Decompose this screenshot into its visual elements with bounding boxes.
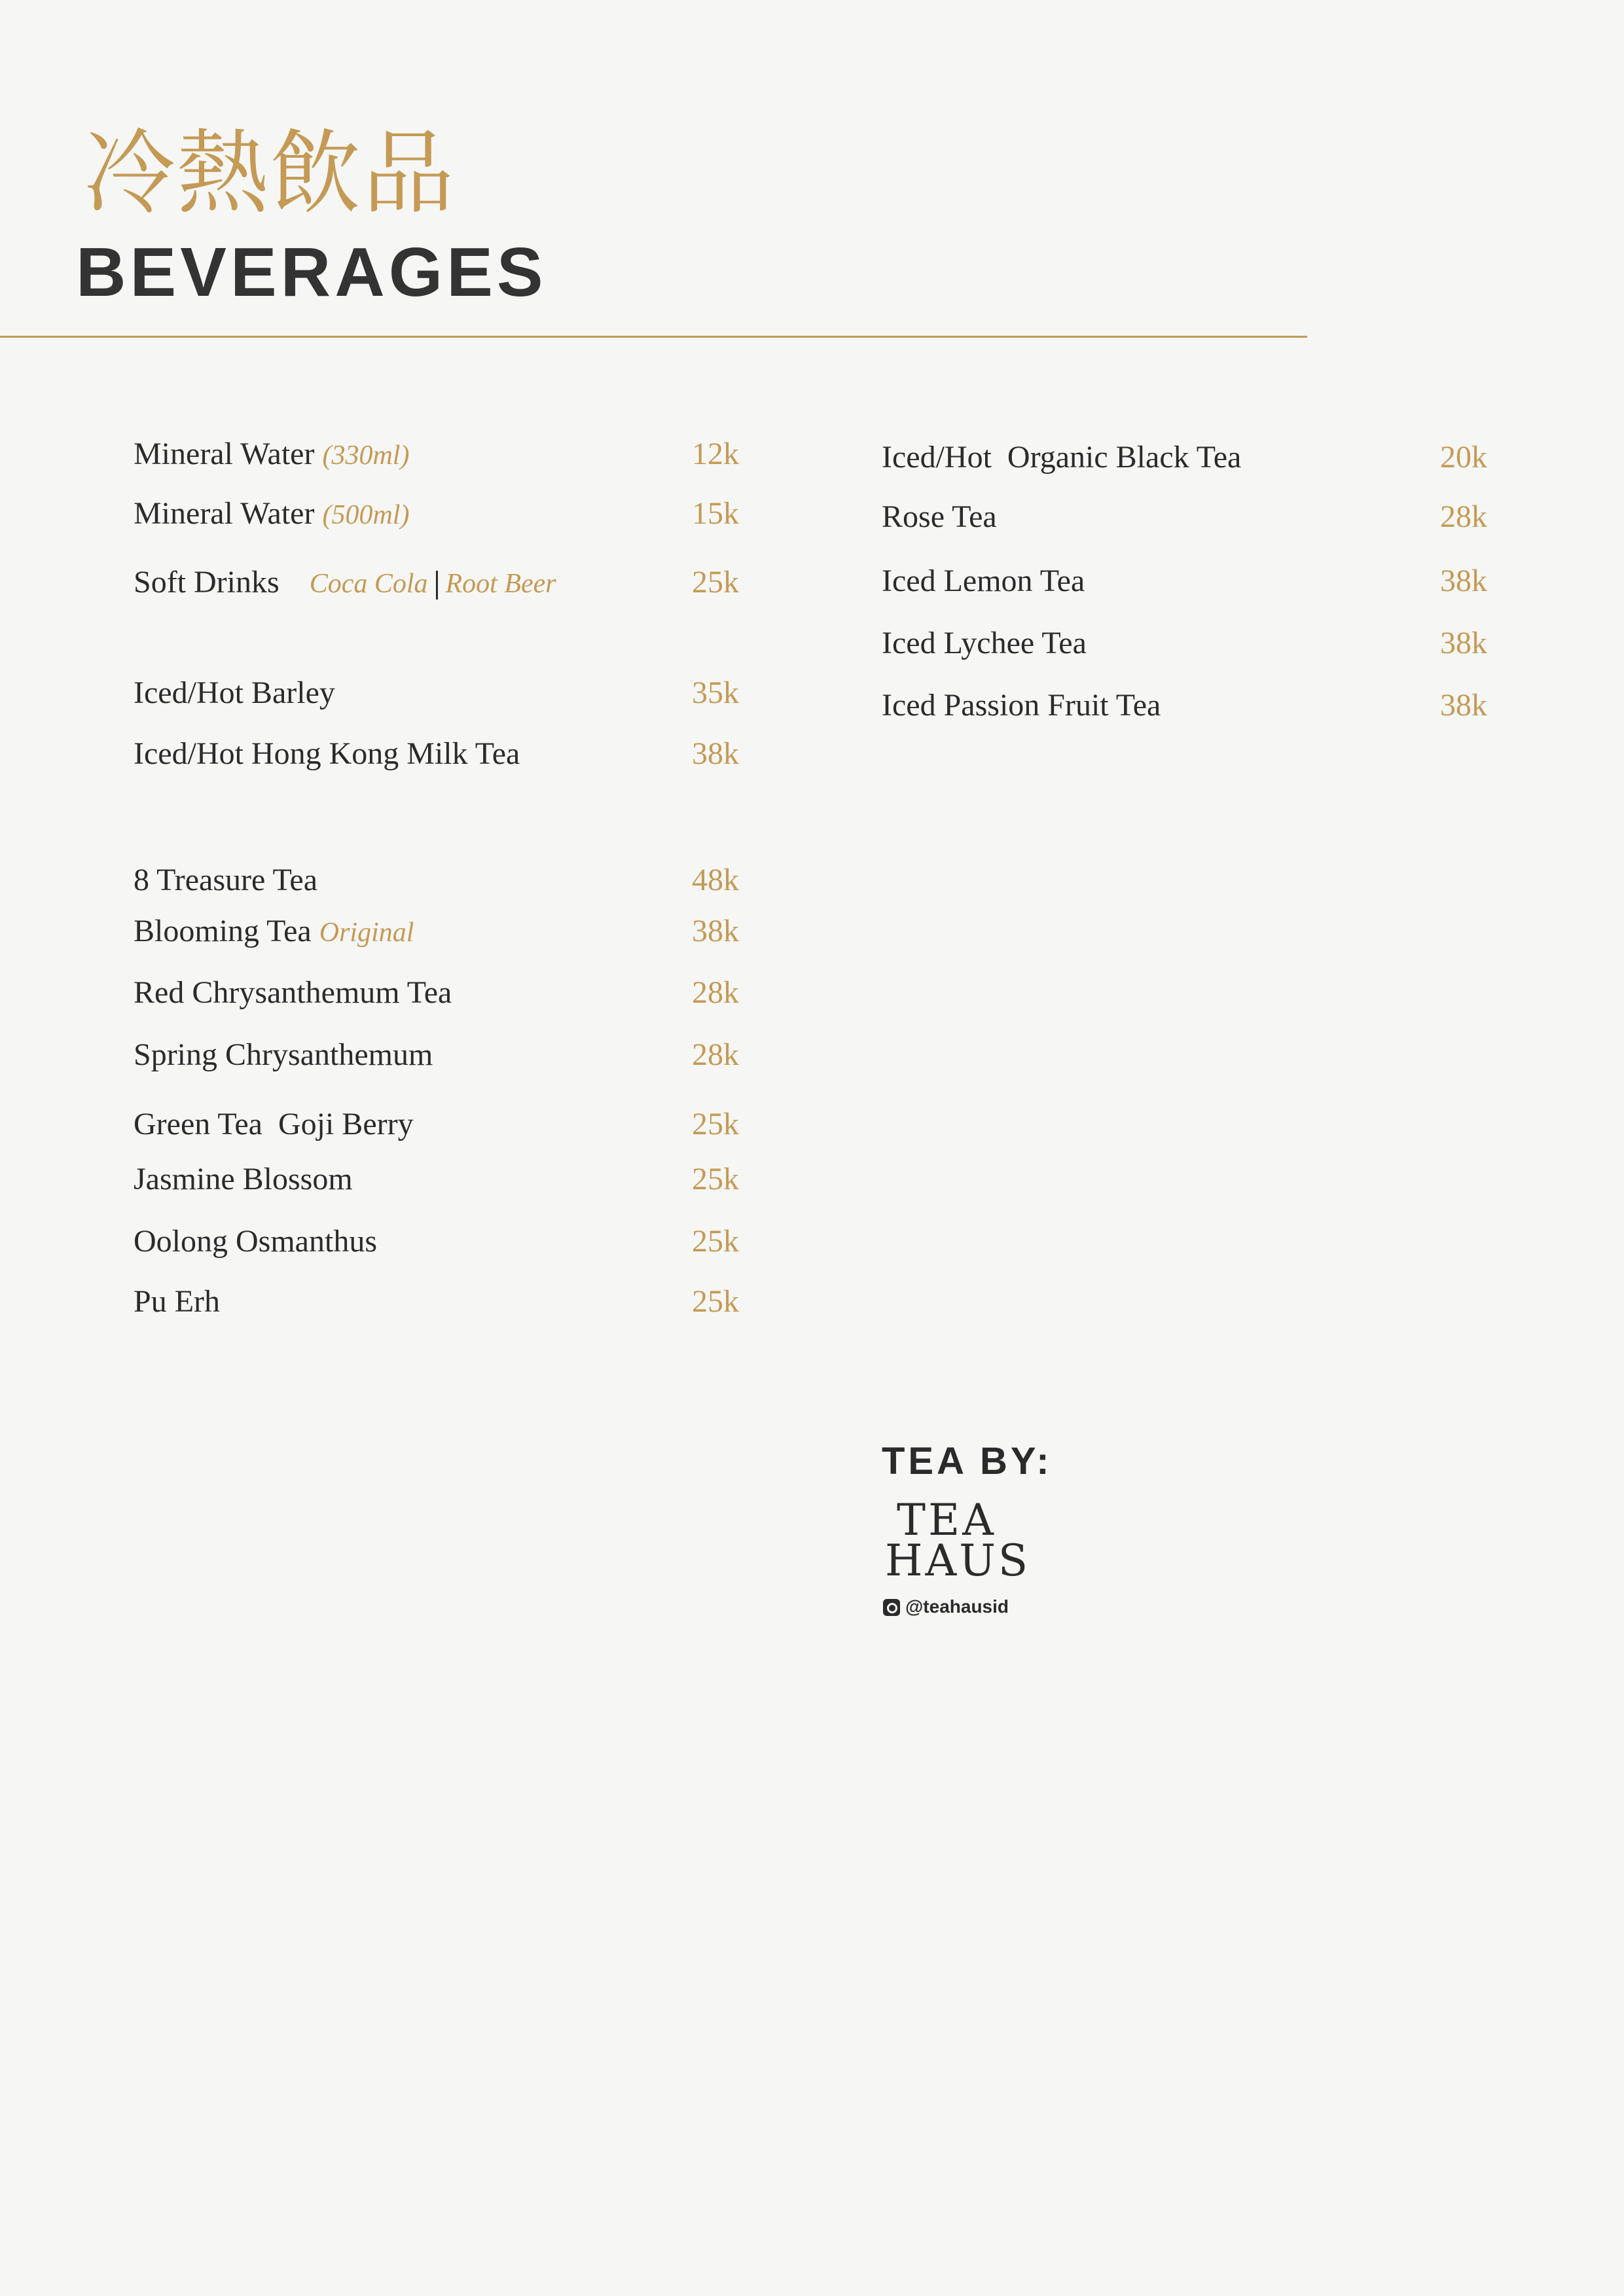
tea-by-heading: TEA BY: xyxy=(882,1440,1053,1482)
item-note: Original xyxy=(319,918,414,948)
item-price: 38k xyxy=(1440,688,1487,723)
menu-item xyxy=(134,560,739,605)
logo-line-1: TEA xyxy=(897,1495,996,1545)
item-name: Oolong Osmanthus xyxy=(134,1224,377,1259)
item-name: Iced/Hot Hong Kong Milk Tea xyxy=(134,736,520,771)
item-note: (500ml) xyxy=(322,500,410,530)
item-price: 35k xyxy=(692,675,739,710)
menu-item xyxy=(134,1219,739,1265)
item-name: Spring Chrysanthemum xyxy=(134,1037,433,1072)
menu-item xyxy=(134,1032,739,1078)
instagram-icon xyxy=(883,1599,900,1616)
item-name: Blooming Tea xyxy=(134,914,312,948)
item-price: 38k xyxy=(692,914,739,948)
item-price: 12k xyxy=(692,437,739,471)
item-name-wrap xyxy=(134,491,409,538)
item-price: 38k xyxy=(1440,626,1487,660)
item-name: Iced/Hot Organic Black Tea xyxy=(882,440,1242,475)
menu-item xyxy=(134,1279,739,1325)
menu-item xyxy=(134,1157,739,1202)
menu-item xyxy=(882,494,1487,540)
item-price: 25k xyxy=(692,1107,739,1141)
tea-haus-logo xyxy=(885,1495,1031,1590)
menu-item xyxy=(134,670,739,716)
menu-item xyxy=(134,857,739,903)
menu-item xyxy=(134,731,739,777)
item-name-wrap xyxy=(134,431,409,478)
item-price: 28k xyxy=(692,975,739,1010)
item-name: Pu Erh xyxy=(134,1284,220,1319)
header-divider xyxy=(0,336,1307,338)
item-name-wrap xyxy=(134,908,414,956)
menu-item xyxy=(882,683,1487,728)
menu-item xyxy=(882,435,1487,480)
instagram-text: @teahausid xyxy=(905,1596,1009,1617)
item-name: 8 Treasure Tea xyxy=(134,863,318,897)
item-name: Jasmine Blossom xyxy=(134,1162,353,1196)
menu-item xyxy=(134,491,739,537)
menu-item xyxy=(134,970,739,1016)
item-name: Iced Lychee Tea xyxy=(882,626,1087,660)
title-chinese: 冷熱飲品 xyxy=(84,120,456,227)
item-name: Rose Tea xyxy=(882,499,997,534)
item-price: 25k xyxy=(692,1284,739,1319)
item-name: Iced/Hot Barley xyxy=(134,675,335,710)
logo-line-2: HAUS xyxy=(885,1535,1031,1586)
item-price: 25k xyxy=(692,1162,739,1196)
item-name: Green Tea Goji Berry xyxy=(134,1107,414,1141)
item-name-wrap xyxy=(134,560,556,607)
page-title: BEVERAGES xyxy=(76,234,547,311)
item-name: Mineral Water xyxy=(134,437,315,471)
item-price: 15k xyxy=(692,496,739,531)
menu-item xyxy=(134,908,739,954)
item-note: (330ml) xyxy=(322,440,410,471)
instagram-handle xyxy=(883,1595,1009,1619)
item-name: Soft Drinks xyxy=(134,565,280,600)
menu-item xyxy=(882,620,1487,666)
item-name: Iced Lemon Tea xyxy=(882,564,1085,598)
item-price: 28k xyxy=(1440,499,1487,534)
item-name: Red Chrysanthemum Tea xyxy=(134,975,452,1010)
menu-item xyxy=(134,431,739,477)
item-name: Iced Passion Fruit Tea xyxy=(882,688,1161,723)
item-price: 28k xyxy=(692,1037,739,1072)
item-price: 38k xyxy=(1440,564,1487,598)
item-price: 38k xyxy=(692,736,739,771)
item-price: 25k xyxy=(692,1224,739,1259)
item-name: Mineral Water xyxy=(134,496,315,531)
item-price: 20k xyxy=(1440,440,1487,475)
item-note: Coca Cola xyxy=(309,569,428,599)
item-price: 48k xyxy=(692,863,739,897)
menu-item xyxy=(134,1102,739,1147)
item-note: Root Beer xyxy=(445,569,556,599)
menu-item xyxy=(882,558,1487,604)
divider-bar xyxy=(436,571,438,600)
item-price: 25k xyxy=(692,565,739,600)
